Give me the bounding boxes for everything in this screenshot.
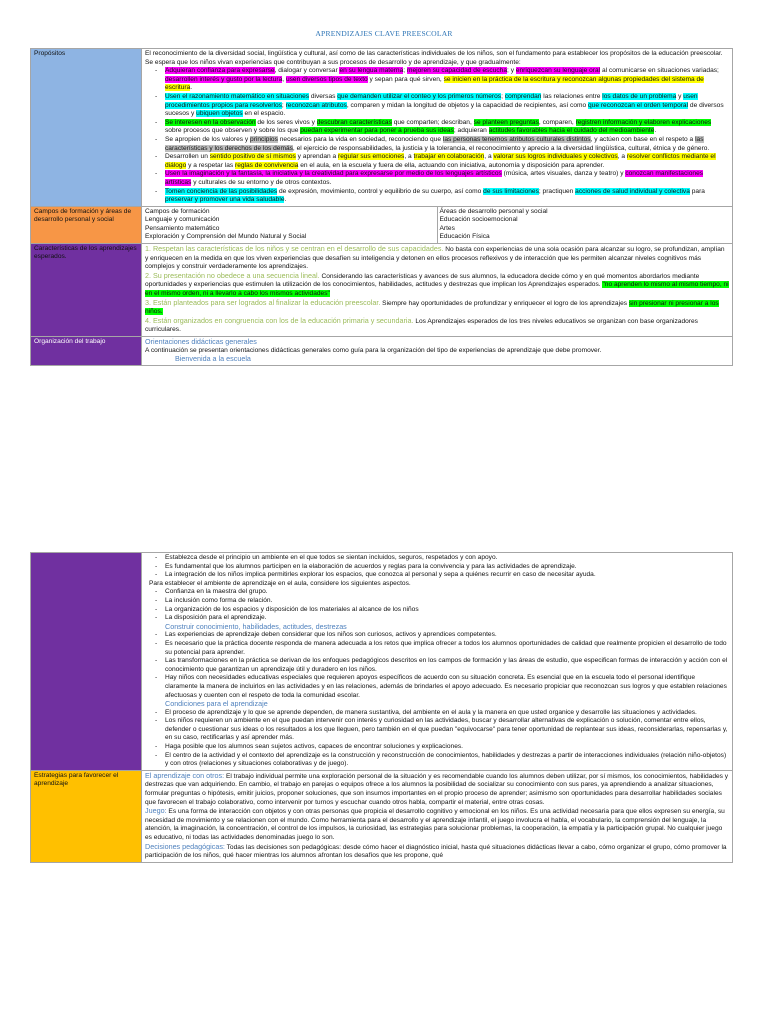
list-item: - Las experiencias de aprendizaje deben considerar que los niños son curiosos, activos y aprendices competentes. (165, 631, 729, 640)
propositos-list (145, 67, 729, 205)
row-caracteristicas (31, 244, 733, 337)
row-estrategias (31, 770, 733, 862)
row-organizacion (31, 337, 733, 366)
caracteristica-item: 2. Su presentación no obedece a una secuencia lineal. Considerando las características y avances de sus alumnos, la educadora decide cómo y en qué momentos abordarlos mediante oportunidades y experiencias que estimulen la utilización de los conocimientos, habilidades, actitudes y destrezas que implican los Aprendizajes esperados. "no aprenden lo mismo al mismo tiempo, ni en el mismo orden, ni a llevarlo a cabo los mismos actividades" (145, 270, 729, 298)
proposito-item: - Se interesen en la observación de los seres vivos y descubran características que comparten; describan, se planteen preguntas, comparen, registren información y elaboren explicaciones sobre procesos que observen y sobre los que puedan experimentar para poner a prueba sus ideas; adquieran actitudes favorables hacia el cuidado del medioambiente. (165, 119, 729, 136)
construir-list (145, 631, 729, 700)
condiciones-list (145, 709, 729, 769)
list-item: - Es fundamental que los alumnos participen en la elaboración de acuerdos y reglas para la convivencia y para las actividades de aprendizaje. (165, 563, 729, 572)
document-title: APRENDIZAJES CLAVE PREESCOLAR (315, 29, 453, 38)
campos-item: Pensamiento matemático (145, 224, 220, 232)
row-propositos (31, 49, 733, 207)
cell-organizacion (142, 337, 733, 366)
proposito-item: - Tomen conciencia de las posibilidades de expresión, movimiento, control y equilibrio de su cuerpo, así como de sus limitaciones; practiquen acciones de salud individual y colectiva para preservar y promover una vida saludable. (165, 188, 729, 205)
bienvenida-list (145, 554, 729, 580)
campos-item: Exploración y Comprensión del Mundo Natural y Social (145, 233, 307, 241)
estrategia-juego: Juego: Es una forma de interacción con objetos y con otras personas que propicia el desarrollo cognitivo y emocional en los niños. Es una actividad necesaria para que ellos expresen su energía, su necesidad de movimiento y se relacionen con el mundo. Como herramienta para el desarrollo y el aprendizaje infantil, el juego involucra el habla, el vocabulario, la comprensión del lenguaje, la atención, la imaginación, la concentración, el control de los impulsos, la curiosidad, las estrategias para solucionar problemas, la cooperación, la empatía y la participación grupal. No cualquier juego es educativo, ni todas las actividades denominadas juego lo son. (145, 806, 725, 841)
subheading-bienvenida: Bienvenida a la escuela (175, 354, 251, 364)
campos-item: Lenguaje y comunicación (145, 216, 220, 224)
proposito-item: - Se apropien de los valores y principios necesarios para la vida en sociedad, reconociendo que las personas tenemos atributos culturales distintos, y actúen con base en el respeto a las características y los derechos de los demás, el ejercicio de responsabilidades, la justicia y la tolerancia, el reconocimiento y aprecio a la diversidad lingüística, cultural, étnica y de género. (165, 136, 729, 153)
list-item: - Las transformaciones en la práctica se derivan de los enfoques pedagógicos descritos en los campos de formación y las áreas de estudio, que especifican formas de interacción y acción con el conocimiento que garantizan un aprendizaje útil y duradero en los niños. (165, 657, 729, 674)
areas-item: Artes (439, 224, 455, 232)
list-item: - La integración de los niños implica permitirles explorar los espacios, que conozca al personal y sepa a quiénes recurrir en caso de necesitar ayuda. (165, 571, 729, 580)
table-page-2 (30, 552, 733, 863)
list-item: - La disposición para el aprendizaje. (165, 614, 729, 623)
propositos-intro: El reconocimiento de la diversidad social, lingüística y cultural, así como de las características individuales de los niños, son el fundamento para establecer los propósitos de la educación preescolar. Se espera que los niños vivan experiencias que contribuyan a sus procesos de desarrollo y de aprendizaje, y que gradualmente: (145, 50, 723, 66)
list-item: - El proceso de aprendizaje y lo que se aprende dependen, de manera sustantiva, del ambiente en el aula y la manera en que usted organice y desarrolle las situaciones y actividades. (165, 709, 729, 718)
row-campos (31, 206, 733, 243)
label-estrategias: Estrategias para favorecer el aprendizaje (31, 770, 142, 862)
ambiente-intro: Para establecer el ambiente de aprendizaje en el aula, considere los siguientes aspectos. (149, 579, 411, 587)
label-caracteristicas: Características de los aprendizajes esperados. (31, 244, 142, 337)
label-propositos: Propósitos (31, 49, 142, 207)
table-page-1 (30, 48, 733, 366)
list-item: - Establezca desde el principio un ambiente en el que todos se sientan incluidos, seguros, respetados y con apoyo. (165, 554, 729, 563)
list-item: - El centro de la actividad y el contexto del aprendizaje es la construcción y reconstrucción de conocimientos, habilidades y destrezas a partir de interacciones individuales (relación niño-objetos) y con otros (relaciones y situaciones colaborativas y de juego). (165, 752, 729, 769)
label-organizacion-cont (31, 553, 142, 771)
estrategia-aprendizaje-con-otros: El aprendizaje con otros: El trabajo individual permite una exploración personal de la situación y es recomendable cuando los alumnos deben utilizar, por sí mismos, los conocimientos, habilidades y destrezas que van adquiriendo. En cambio, el trabajo en parejas o equipos ofrece a los alumnos la posibilidad de socializar su conocimiento con sus pares, ya aprendiendo a analizar situaciones, formular preguntas o hipótesis, emitir juicios, proponer soluciones, que son insumos importantes en el propio proceso de aprender; asimismo son oportunidades para desarrollar habilidades sociales que favorecen el trabajo colaborativo, como intervenir por turnos y escuchar cuando otros habla, compartir el material, entre otras cosas. (145, 770, 729, 806)
campos-item: Campos de formación (145, 207, 210, 215)
proposito-item: - Desarrollen un sentido positivo de sí mismos y aprendan a regular sus emociones, a trabajar en colaboración, a valorar sus logros individuales y colectivos, a resolver conflictos mediante el diálogo y a respetar las reglas de convivencia en el aula, en la escuela y fuera de ella, actuando con iniciativa, autonomía y disposición para aprender. (165, 153, 729, 170)
organizacion-text: A continuación se presentan orientaciones didácticas generales como guía para la organización del tipo de experiencias de aprendizaje que debe promover. (145, 346, 602, 354)
list-item: - La inclusión como forma de relación. (165, 597, 729, 606)
proposito-item: - Adquieran confianza para expresarse, dialogar y conversar en su lengua materna; mejoren su capacidad de escucha; y enriquezcan su lenguaje oral al comunicarse en situaciones variadas; desarrollen interés y gusto por la lectura, usen diversos tipos de texto y sepan para qué sirven, se inicien en la práctica de la escritura y reconozcan algunas propiedades del sistema de escritura. (165, 67, 729, 93)
cell-campos (142, 206, 733, 243)
label-campos: Campos de formación y áreas de desarrollo personal y social (31, 206, 142, 243)
caracteristica-item: 1. Respetan las características de los niños y se centran en el desarrollo de sus capacidades. No basta con experiencias de una sola ocasión para alcanzar su logro, se profundizan, amplían y enriquecen en la medida en que los viven experiencias que desafíen su inteligencia y detonen en ellos procesos reflexivos y de interacción que les permiten alcanzar niveles cognitivos más complejos y construir verdaderamente los aprendizajes. (145, 244, 725, 271)
areas-item: Educación Física (439, 233, 490, 241)
estrategia-decisiones: Decisiones pedagógicas: Todas las decisiones son pedagógicas: desde cómo hacer el diagnóstico inicial, hasta qué situaciones didácticas llevar a cabo, cómo organizar el grupo, cómo promover la participación de los niños, qué hacer mientras los alumnos afrontan los desafíos que les propone, qué (145, 841, 727, 860)
list-item: - Es necesario que la práctica docente responda de manera adecuada a los retos que implica ofrecer a todos los alumnos oportunidades de calidad que realmente propicien el desarrollo de todo su potencial para aprender. (165, 640, 729, 657)
areas-desarrollo-col (440, 208, 730, 242)
list-item: - Confianza en la maestra del grupo. (165, 588, 729, 597)
subheading-construir: Construir conocimiento, habilidades, actitudes, destrezas (165, 621, 347, 631)
ambiente-list (145, 588, 729, 622)
cell-caracteristicas (142, 244, 733, 337)
list-item: - Los niños requieren un ambiente en el que puedan intervenir con interés y curiosidad en las actividades, buscar y desarrollar alternativas de explicación o solución, comentar entre ellos, defender o cuestionar sus ideas o los resultados a los que lleguen, pero también en el que puedan "equivocarse" para tener oportunidad de replantear sus ideas, reconsiderarlas, repensarlas y, en su caso, rectificarlas y así aprender más. (165, 717, 729, 743)
row-organizacion-cont (31, 553, 733, 771)
subheading-condiciones: Condiciones para el aprendizaje (165, 699, 268, 709)
proposito-item: - Usen la imaginación y la fantasía, la iniciativa y la creatividad para expresarse por medio de los lenguajes artísticos (música, artes visuales, danza y teatro) y conozcan manifestaciones artísticas y culturales de su entorno y de otros contextos. (165, 170, 729, 187)
caracteristica-item: 4. Están organizados en congruencia con los de la educación primaria y secundaria. Los Aprendizajes esperados de los tres niveles educativos se organizan con base organizadores curriculares. (145, 315, 698, 334)
subheading-orientaciones: Orientaciones didácticas generales (145, 337, 257, 346)
list-item: - Haga posible que los alumnos sean sujetos activos, capaces de encontrar soluciones y explicaciones. (165, 743, 729, 752)
areas-item: Educación socioemocional (439, 216, 518, 224)
list-item: - La organización de los espacios y disposición de los materiales al alcance de los niños (165, 606, 729, 615)
list-item: - Hay niños con necesidades educativas especiales que requieren apoyos específicos de acuerdo con su situación concreta. Es esencial que en la escuela todo el personal identifique claramente la manera de incluirlos en las actividades y en las relaciones, además de brindarles el apoyo adecuado. Es necesario propiciar que reconozcan sus logros y que establen relaciones afectuosas y cuenten con el respeto de toda la comunidad escolar. (165, 674, 729, 700)
cell-propositos (142, 49, 733, 207)
areas-item: Áreas de desarrollo personal y social (439, 207, 548, 215)
proposito-item: - Usen el razonamiento matemático en situaciones diversas que demanden utilizar el conteo y los primeros números; comprendan las relaciones entre los datos de un problema y usen procedimientos propios para resolverlos; reconozcan atributos, comparen y midan la longitud de objetos y la capacidad de recipientes, así como que reconozcan el orden temporal de diversos sucesos y ubiquen objetos en el espacio. (165, 93, 729, 119)
caracteristica-item: 3. Están planteados para ser logrados al finalizar la educación preescolar. Siempre hay oportunidades de profundizar y enriquecer el logro de los aprendizajes sin presionar ni presionar a los niños. (145, 297, 719, 316)
cell-estrategias (142, 770, 733, 862)
campos-formacion-col (145, 208, 435, 242)
label-organizacion: Organización del trabajo (31, 337, 142, 366)
cell-organizacion-cont (142, 553, 733, 771)
